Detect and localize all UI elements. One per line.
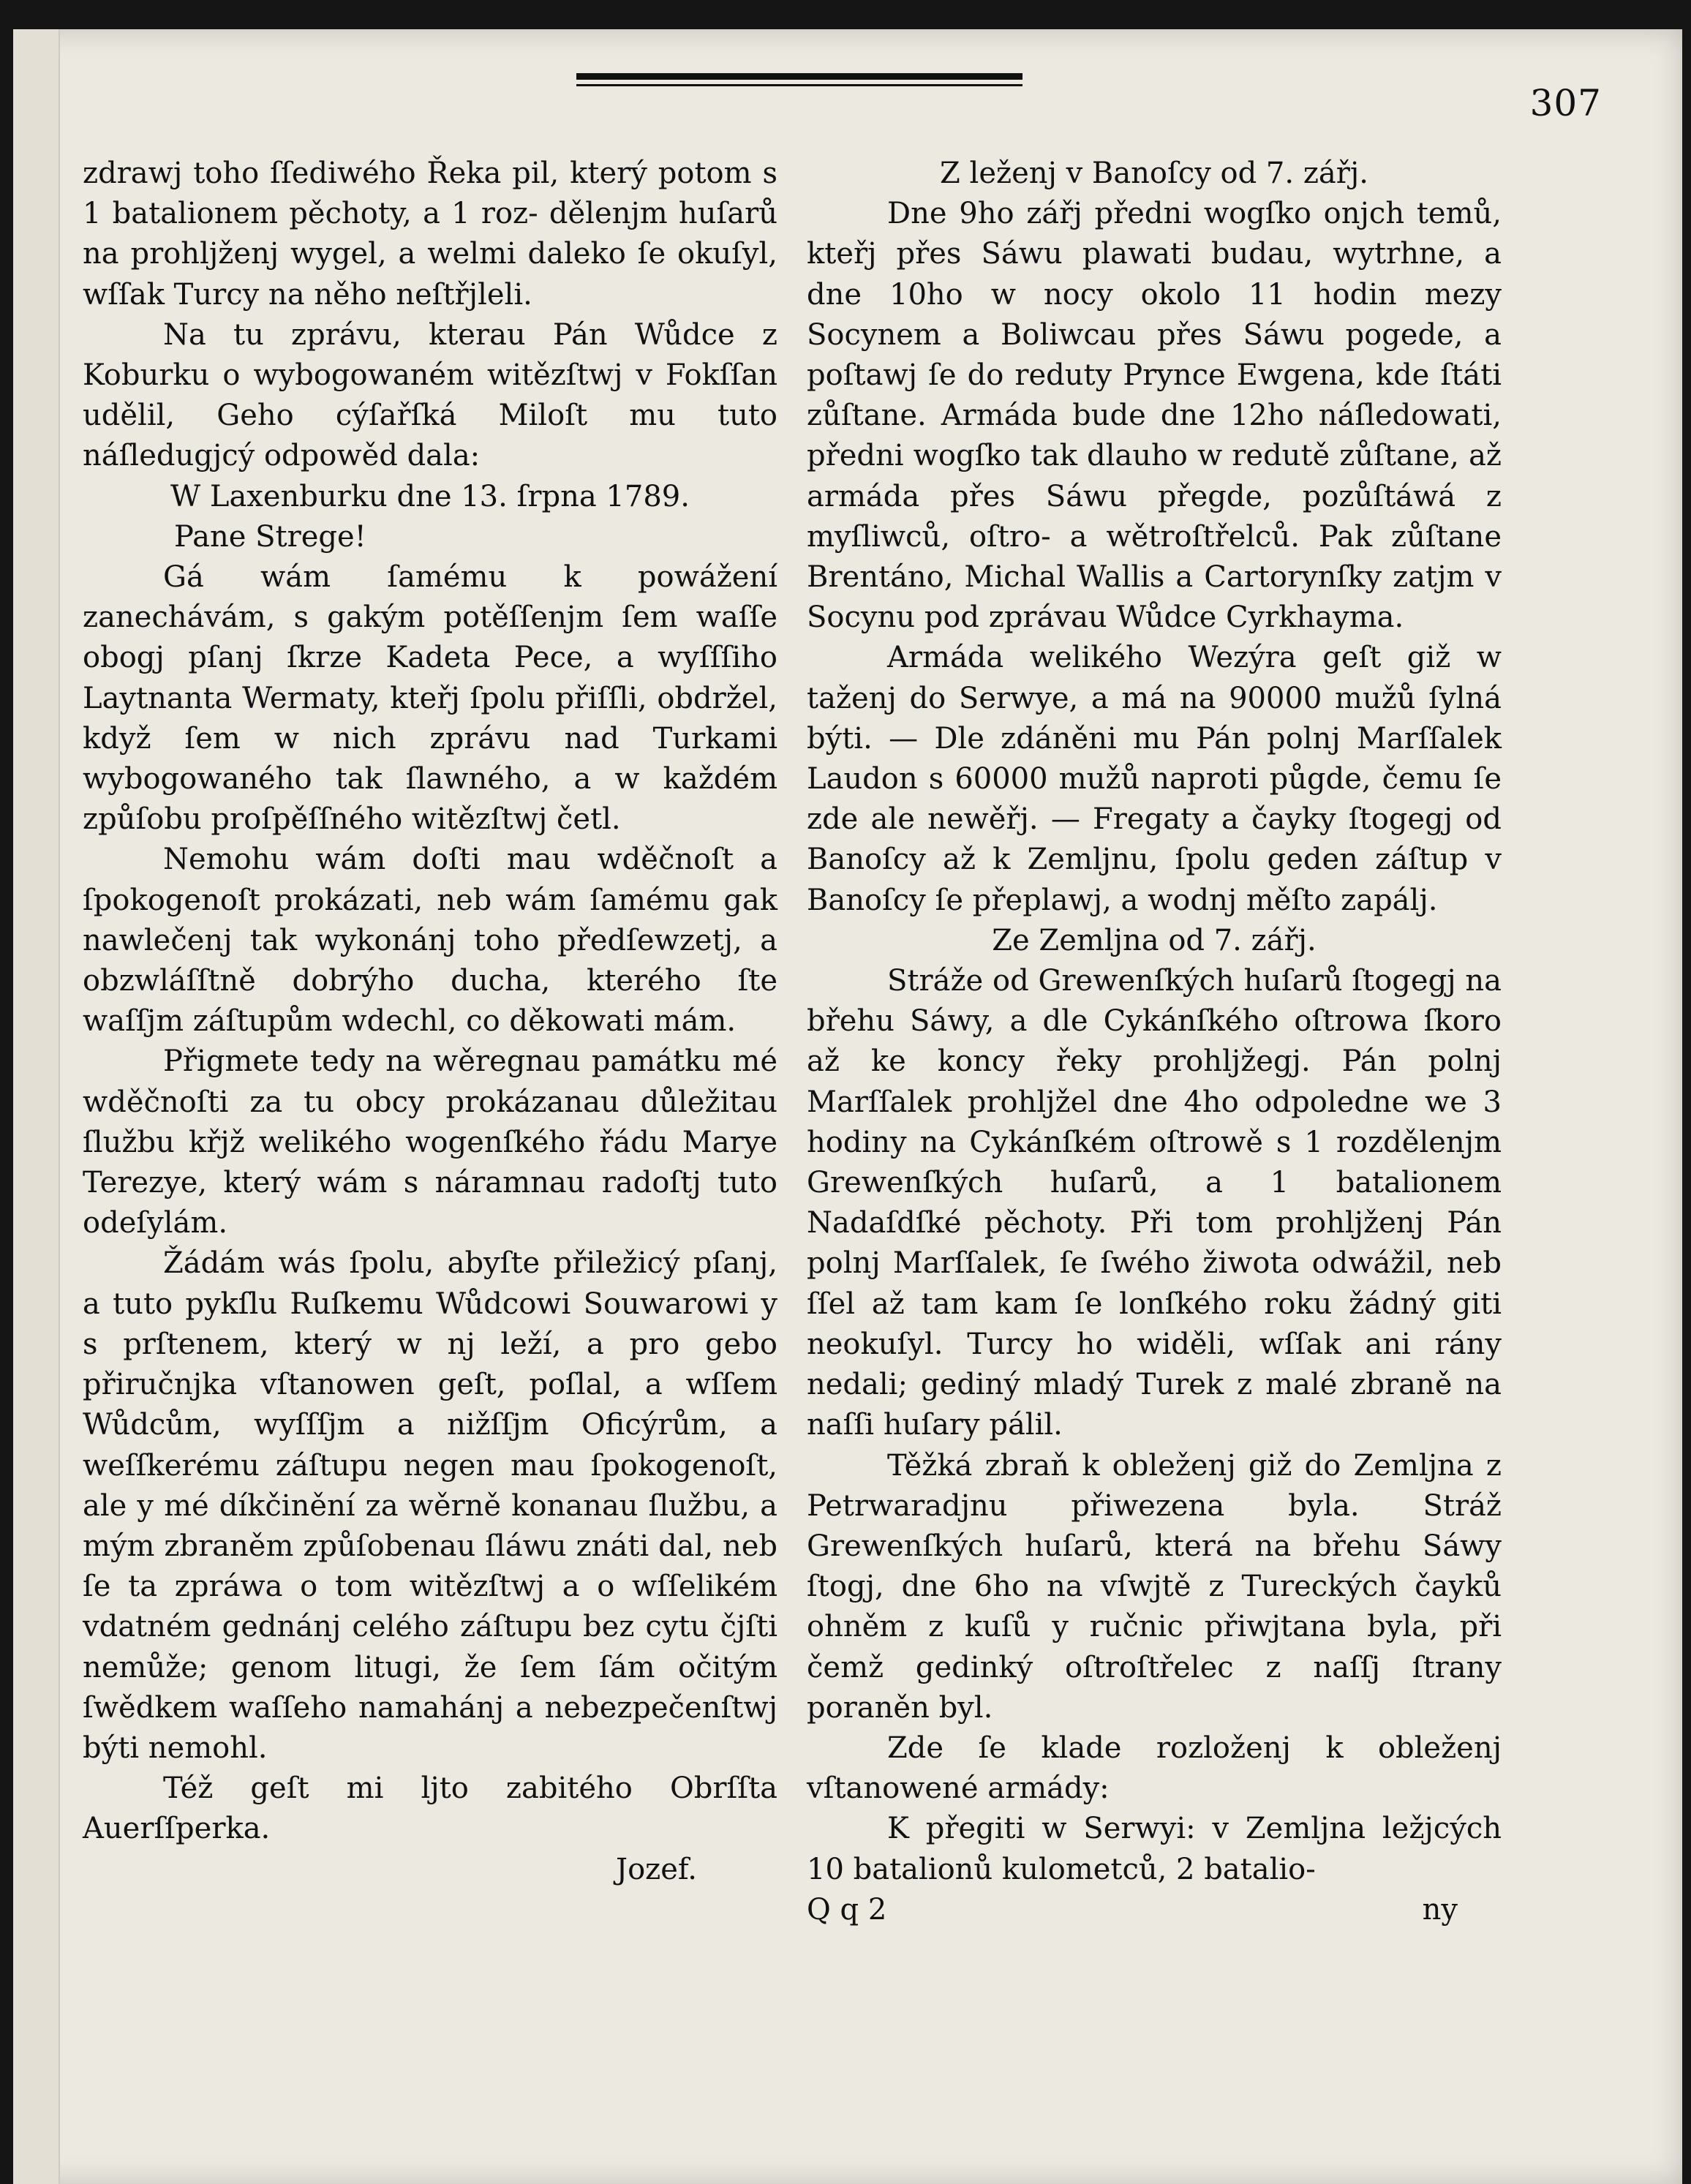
page-number: 307: [1529, 82, 1602, 124]
paragraph: Též geſt mi ljto zabitého Obrſſta Auerſſperka.: [83, 1771, 777, 1846]
left-column: [83, 154, 777, 1890]
signature-mark: Q q 2: [807, 1892, 887, 1927]
paragraph: Armáda welikého Wezýra geſt giž w taženj do Serwye, a má na 90000 mužů ſylná býti. — Dle zdáněni mu Pán polnj Marſſalek Laudon s 60000 mužů naproti půgde, čemu ſe zde ale newěřj. — Fregaty a čayky ſtogegj od Banoſcy až k Zemljnu, ſpolu geden záſtup v Banoſcy ſe přeplawj, a wodnj měſto zapálj.: [807, 641, 1502, 917]
catchword: ny: [1422, 1892, 1458, 1927]
letter-signature: Jozef.: [616, 1852, 697, 1886]
paragraph: Přigmete tedy na wěregnau památku mé wděčnoſti za tu obcy prokázanau důležitau ſlužbu křjž welikého wogenſkého řádu Marye Terezye, který wám s náramnau radoſtj tuto odeſylám.: [83, 1044, 777, 1240]
paragraph: zdrawj toho ſſediwého Řeka pil, který potom s 1 batalionem pěchoty, a 1 roz- dělenjm huſarů na prohljženj wygel, a welmi daleko ſe okuſyl, wſſak Turcy na něho neſtřjleli.: [83, 157, 777, 312]
paragraph: Stráže od Grewenſkých huſarů ſtogegj na břehu Sáwy, a dle Cykánſkého oſtrowa ſkoro až ke koncy řeky prohljžegj. Pán polnj Marſſalek prohljžel dne 4ho odpoledne we 3 hodiny na Cykánſkém oſtrowě s 1 rozdělenjm Grewenſkých huſarů, a 1 batalionem Nadaſdſké pěchoty. Při tom prohljženj Pán polnj Marſſalek, ſe ſwého žiwota odwážil, neb ſſel až tam kam ſe lonſkého roku žádný giti neokuſyl. Turcy ho widěli, wſſak ani rány nedali; gediný mladý Turek z malé zbraně na naſſi huſary pálil.: [807, 964, 1502, 1442]
section-heading: Ze Zemljna od 7. zářj.: [992, 923, 1317, 957]
paragraph: Nemohu wám doſti mau wděčnoſt a ſpokogenoſt prokázati, neb wám ſamému gak nawlečenj tak wykonánj toho předſewzetj, a obzwláſſtně dobrýho ducha, kterého ſte waſſjm záſtupům wdechl, co děkowati mám.: [83, 843, 777, 1039]
paragraph: K přegiti w Serwyi: v Zemljna ležjcých 10 batalionů kulometců, 2 batalio-: [807, 1812, 1502, 1886]
page-footer: [807, 1890, 1502, 1930]
paragraph: Na tu zprávu, kterau Pán Wůdce z Koburku o wybogowaném witězſtwj v Fokſſan udělil, Geho cýſařſká Miloſt mu tuto náſledugjcý odpowěd dala:: [83, 317, 777, 473]
right-column: [807, 154, 1502, 1930]
paragraph: Gá wám ſamému k powážení zanechávám, s gakým potěſſenjm ſem waſſe obogj pſanj ſkrze Kadeta Pece, a wyſſſiho Laytnanta Wermaty, kteřj ſpolu přiſſli, obdržel, když ſem w nich zprávu nad Turkami wybogowaného tak ſlawného, a w každém způſobu proſpěſſného witězſtwj četl.: [83, 560, 777, 837]
book-page: [13, 29, 1682, 2184]
letter-salutation: Pane Strege!: [174, 519, 366, 554]
section-heading: Z leženj v Banoſcy od 7. zářj.: [940, 157, 1368, 190]
paragraph: Žádám wás ſpolu, abyſte přiležicý pſanj, a tuto pykſlu Ruſkemu Wůdcowi Souwarowi y s prſtenem, který w nj leží, a pro gebo přiručnjka vſtanowen geſt, poſlal, a wſſem Wůdcům, wyſſſjm a nižſſjm Oficýrům, a weſſkerému záſtupu negen mau ſpokogenoſt, ale y mé díkčinění za wěrně konanau ſlužbu, a mým zbraněm způſobenau ſláwu znáti dal, neb ſe ta zpráwa o tom witězſtwj a o wſſelikém vdatném gednánj celého záſtupu bez cytu čjſti nemůže; genom litugi, že ſem ſám očitým ſwědkem waſſeho namahánj a nebezpečenſtwj býti nemohl.: [83, 1246, 777, 1765]
paragraph: Dne 9ho zářj předni wogſko onjch temů, kteřj přes Sáwu plawati budau, wytrhne, a dne 10ho w nocy okolo 11 hodin mezy Socynem a Boliwcau přes Sáwu pogede, a poſtawj ſe do reduty Prynce Ewgena, kde ſtáti zůſtane. Armáda bude dne 12ho náſledowati, předni wogſko tak dlauho w redutě zůſtane, až armáda přes Sáwu přegde, pozůſtáwá z myſliwců, oſtro- a wětroſtřelců. Pak zůſtane Brentáno, Michal Wallis a Cartorynſky zatjm v Socynu pod zprávau Wůdce Cyrkhayma.: [807, 197, 1502, 635]
paragraph: Těžká zbraň k obleženj giž do Zemljna z Petrwaradjnu přiwezena byla. Stráž Grewenſkých huſarů, která na břehu Sáwy ſtogj, dne 6ho na vſwjtě z Tureckých čayků ohněm z kuſů y ručnic přiwjtana byla, při čemž gedinký oſtroſtřelec z naſſj ſtrany poraněn byl.: [807, 1448, 1502, 1725]
paragraph: Zde ſe klade rozloženj k obleženj vſtanowené armády:: [807, 1731, 1502, 1806]
header-rule-thin: [576, 84, 1022, 86]
header-rule-thick: [576, 73, 1022, 80]
letter-dateline: W Laxenburku dne 13. ſrpna 1789.: [170, 479, 690, 513]
page-gutter: [13, 29, 60, 2184]
